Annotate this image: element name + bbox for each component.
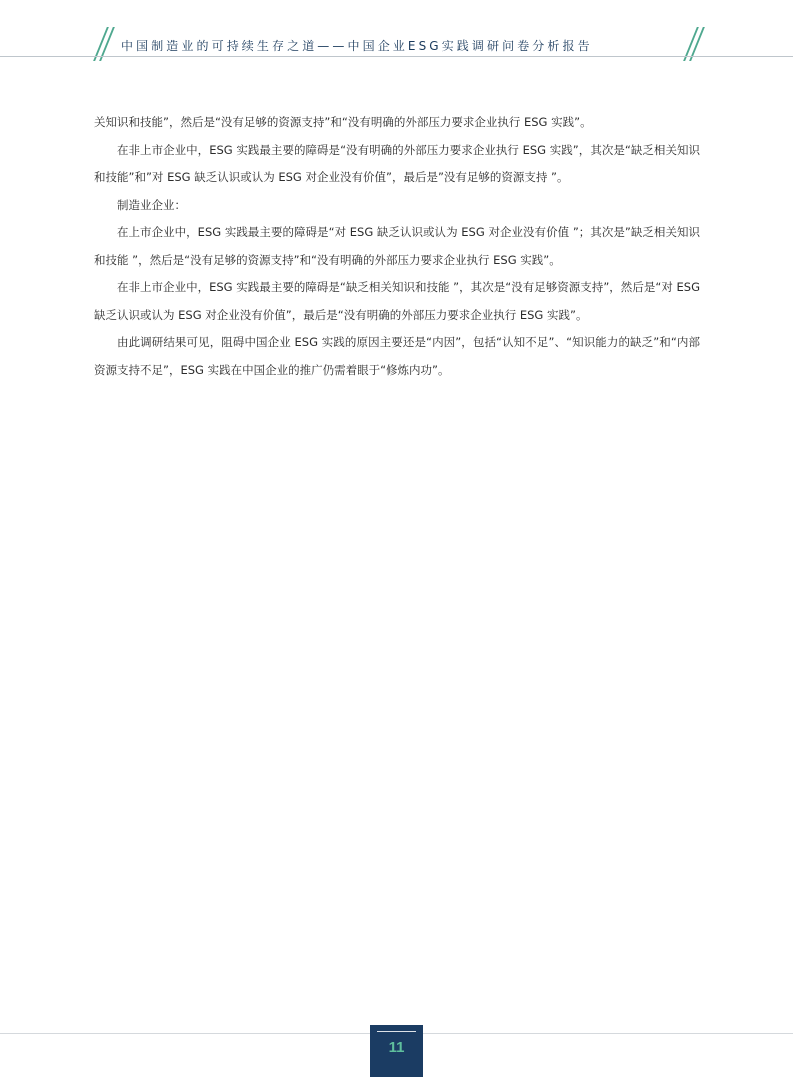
page-header <box>0 0 793 58</box>
header-divider <box>0 56 793 57</box>
paragraph-conclusion: 由此调研结果可见，阻碍中国企业 ESG 实践的原因主要还是“内因”，包括“认知不足”、“知识能力的缺乏”和“内部资源支持不足”，ESG 实践在中国企业的推广仍需着眼于“修炼内功”。 <box>94 335 700 377</box>
body-content <box>94 109 700 384</box>
paragraph-listed-manufacturing: 在上市企业中，ESG 实践最主要的障碍是“对 ESG 缺乏认识或认为 ESG 对企业没有价值 ”；其次是”缺乏相关知识和技能 ”，然后是“没有足够的资源支持”和“没有明确的外部压力要求企业执行 ESG 实践”。 <box>94 225 700 267</box>
page-badge-line <box>377 1031 416 1032</box>
page-number-badge <box>370 1025 423 1077</box>
paragraph-unlisted-manufacturing: 在非上市企业中，ESG 实践最主要的障碍是“缺乏相关知识和技能 ”，其次是“没有足够资源支持”，然后是“对 ESG 缺乏认识或认为 ESG 对企业没有价值”，最后是“没有明确的外部压力要求企业执行 ESG 实践”。 <box>94 280 700 322</box>
paragraph-manufacturing-heading: 制造业企业： <box>117 197 186 212</box>
paragraph-unlisted-barriers: 在非上市企业中，ESG 实践最主要的障碍是“没有明确的外部压力要求企业执行 ESG 实践”，其次是“缺乏相关知识和技能”和”对 ESG 缺乏认识或认为 ESG 对企业没有价值”，最后是”没有足够的资源支持 ”。 <box>94 142 700 184</box>
paragraph-continuation: 关知识和技能”，然后是“没有足够的资源支持”和“没有明确的外部压力要求企业执行 ESG 实践”。 <box>94 115 592 129</box>
page-number: 11 <box>388 1039 405 1056</box>
header-title: 中国制造业的可持续生存之道——中国企业ESG实践调研问卷分析报告 <box>121 39 593 53</box>
